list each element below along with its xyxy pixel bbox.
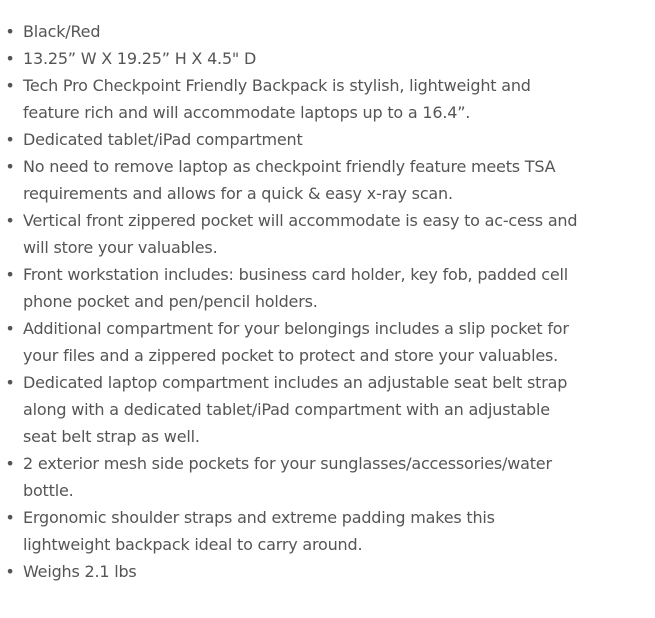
feature-text: 13.25” W X 19.25” H X 4.5" D: [23, 49, 257, 68]
feature-list: [0, 18, 580, 585]
bullet-icon: •: [5, 157, 15, 176]
bullet-icon: •: [5, 508, 15, 527]
list-item: [0, 558, 580, 585]
list-item: [0, 315, 580, 369]
list-item: [0, 72, 580, 126]
feature-text: Vertical front zippered pocket will accommodate is easy to ac-cess and will store your valuables.: [23, 211, 578, 257]
feature-text: Additional compartment for your belongings includes a slip pocket for your files and a zippered pocket to protect and store your valuables.: [23, 319, 569, 365]
bullet-icon: •: [5, 22, 15, 41]
feature-text: Tech Pro Checkpoint Friendly Backpack is stylish, lightweight and feature rich and will accommodate laptops up to a 16.4”.: [23, 76, 531, 122]
list-item: [0, 369, 580, 450]
bullet-icon: •: [5, 454, 15, 473]
feature-text: Dedicated laptop compartment includes an adjustable seat belt strap along with a dedicated tablet/iPad compartment with an adjustable seat belt strap as well.: [23, 373, 568, 446]
feature-text: Weighs 2.1 lbs: [23, 562, 137, 581]
list-item: [0, 45, 580, 72]
feature-text: Front workstation includes: business card holder, key fob, padded cell phone pocket and pen/pencil holders.: [23, 265, 569, 311]
bullet-icon: •: [5, 211, 15, 230]
list-item: [0, 126, 580, 153]
feature-text: Black/Red: [23, 22, 101, 41]
feature-text: No need to remove laptop as checkpoint friendly feature meets TSA requirements and allows for a quick & easy x-ray scan.: [23, 157, 556, 203]
feature-text: 2 exterior mesh side pockets for your sunglasses/accessories/water bottle.: [23, 454, 552, 500]
list-item: [0, 18, 580, 45]
feature-text: Ergonomic shoulder straps and extreme padding makes this lightweight backpack ideal to carry around.: [23, 508, 495, 554]
bullet-icon: •: [5, 319, 15, 338]
list-item: [0, 153, 580, 207]
list-item: [0, 261, 580, 315]
list-item: [0, 207, 580, 261]
list-item: [0, 504, 580, 558]
list-item: [0, 450, 580, 504]
bullet-icon: •: [5, 562, 15, 581]
bullet-icon: •: [5, 49, 15, 68]
feature-text: Dedicated tablet/iPad compartment: [23, 130, 303, 149]
bullet-icon: •: [5, 76, 15, 95]
bullet-icon: •: [5, 130, 15, 149]
bullet-icon: •: [5, 373, 15, 392]
bullet-icon: •: [5, 265, 15, 284]
